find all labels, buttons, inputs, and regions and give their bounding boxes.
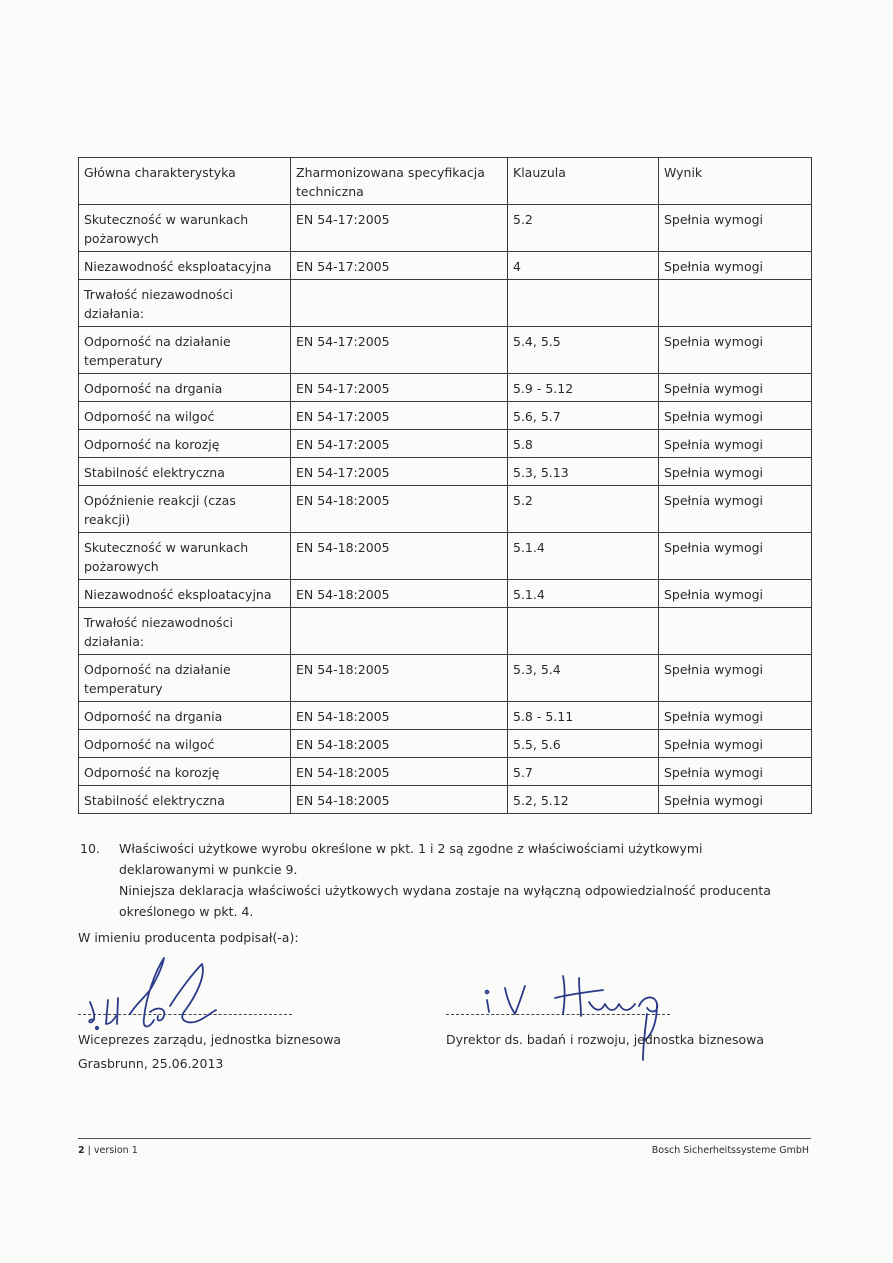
table-row	[79, 280, 812, 327]
cell-result: Spełnia wymogi	[659, 252, 812, 280]
cell-characteristic: Niezawodność eksploatacyjna	[79, 252, 291, 280]
table-row	[79, 608, 812, 655]
cell-result: Spełnia wymogi	[659, 533, 812, 580]
table-row	[79, 533, 812, 580]
table-row	[79, 580, 812, 608]
table-row	[79, 327, 812, 374]
cell-result: Spełnia wymogi	[659, 205, 812, 252]
cell-result: Spełnia wymogi	[659, 758, 812, 786]
table-row	[79, 374, 812, 402]
cell-clause: 5.2	[508, 486, 659, 533]
cell-result	[659, 280, 812, 327]
table-row	[79, 702, 812, 730]
cell-clause: 5.1.4	[508, 533, 659, 580]
cell-specification: EN 54-18:2005	[291, 533, 508, 580]
cell-result: Spełnia wymogi	[659, 655, 812, 702]
declaration-note	[78, 838, 798, 922]
cell-result: Spełnia wymogi	[659, 374, 812, 402]
footer-divider	[78, 1138, 811, 1139]
table-row	[79, 730, 812, 758]
cell-specification: EN 54-18:2005	[291, 486, 508, 533]
header-result: Wynik	[659, 158, 812, 205]
cell-characteristic: Niezawodność eksploatacyjna	[79, 580, 291, 608]
signature-left	[84, 950, 224, 1035]
footer-separator: |	[84, 1145, 94, 1156]
cell-clause: 5.3, 5.13	[508, 458, 659, 486]
cell-characteristic: Odporność na korozję	[79, 758, 291, 786]
table-row	[79, 655, 812, 702]
cell-specification: EN 54-17:2005	[291, 458, 508, 486]
cell-characteristic: Opóźnienie reakcji (czas reakcji)	[79, 486, 291, 533]
signature-right	[475, 970, 680, 1062]
cell-specification	[291, 608, 508, 655]
table-row	[79, 402, 812, 430]
cell-result: Spełnia wymogi	[659, 402, 812, 430]
table-row	[79, 205, 812, 252]
table-row	[79, 758, 812, 786]
cell-clause: 5.2	[508, 205, 659, 252]
cell-clause: 5.2, 5.12	[508, 786, 659, 814]
cell-clause: 5.4, 5.5	[508, 327, 659, 374]
cell-specification: EN 54-18:2005	[291, 758, 508, 786]
cell-result: Spełnia wymogi	[659, 458, 812, 486]
cell-characteristic: Stabilność elektryczna	[79, 786, 291, 814]
cell-result: Spełnia wymogi	[659, 580, 812, 608]
cell-specification: EN 54-17:2005	[291, 402, 508, 430]
cell-specification: EN 54-17:2005	[291, 374, 508, 402]
cell-clause: 4	[508, 252, 659, 280]
cell-specification: EN 54-18:2005	[291, 655, 508, 702]
cell-specification: EN 54-17:2005	[291, 430, 508, 458]
cell-specification: EN 54-18:2005	[291, 730, 508, 758]
cell-characteristic: Odporność na wilgoć	[79, 730, 291, 758]
cell-specification: EN 54-17:2005	[291, 252, 508, 280]
header-clause: Klauzula	[508, 158, 659, 205]
note-line-1: Właściwości użytkowe wyrobu określone w pkt. 1 i 2 są zgodne z właściwościami użytkowymi deklarowanymi w punkcie 9.	[119, 841, 703, 877]
cell-characteristic: Skuteczność w warunkach pożarowych	[79, 205, 291, 252]
cell-clause: 5.3, 5.4	[508, 655, 659, 702]
signed-by-label: W imieniu producenta podpisał(-a):	[78, 930, 299, 945]
place-and-date: Grasbrunn, 25.06.2013	[78, 1056, 224, 1071]
table-body	[79, 205, 812, 814]
cell-clause	[508, 280, 659, 327]
cell-characteristic: Odporność na korozję	[79, 430, 291, 458]
cell-result: Spełnia wymogi	[659, 430, 812, 458]
signatory-left-title: Wiceprezes zarządu, jednostka biznesowa	[78, 1032, 342, 1047]
version-label: version 1	[93, 1145, 138, 1156]
cell-characteristic: Odporność na działanie temperatury	[79, 655, 291, 702]
cell-clause: 5.7	[508, 758, 659, 786]
footer-page-info	[78, 1145, 138, 1156]
note-number: 10.	[80, 841, 100, 856]
cell-characteristic: Trwałość niezawodności działania:	[79, 280, 291, 327]
cell-specification: EN 54-17:2005	[291, 205, 508, 252]
characteristics-table	[78, 157, 812, 814]
cell-specification	[291, 280, 508, 327]
table-row	[79, 486, 812, 533]
cell-result: Spełnia wymogi	[659, 486, 812, 533]
cell-characteristic: Odporność na działanie temperatury	[79, 327, 291, 374]
cell-clause: 5.9 - 5.12	[508, 374, 659, 402]
cell-result: Spełnia wymogi	[659, 730, 812, 758]
note-line-2: Niniejsza deklaracja właściwości użytkowych wydana zostaje na wyłączną odpowiedzialność producenta określonego w pkt. 4.	[119, 883, 771, 919]
cell-clause: 5.5, 5.6	[508, 730, 659, 758]
page-number: 2	[78, 1145, 85, 1156]
cell-characteristic: Odporność na drgania	[79, 374, 291, 402]
cell-result: Spełnia wymogi	[659, 702, 812, 730]
cell-specification: EN 54-18:2005	[291, 702, 508, 730]
header-characteristic: Główna charakterystyka	[79, 158, 291, 205]
table-row	[79, 458, 812, 486]
signatory-right-title: Dyrektor ds. badań i rozwoju, jednostka biznesowa	[446, 1032, 765, 1047]
cell-specification: EN 54-18:2005	[291, 580, 508, 608]
cell-clause	[508, 608, 659, 655]
cell-result: Spełnia wymogi	[659, 327, 812, 374]
cell-clause: 5.1.4	[508, 580, 659, 608]
table-row	[79, 252, 812, 280]
cell-specification: EN 54-17:2005	[291, 327, 508, 374]
cell-clause: 5.8 - 5.11	[508, 702, 659, 730]
cell-characteristic: Odporność na wilgoć	[79, 402, 291, 430]
cell-result	[659, 608, 812, 655]
cell-specification: EN 54-18:2005	[291, 786, 508, 814]
cell-result: Spełnia wymogi	[659, 786, 812, 814]
table-header-row	[79, 158, 812, 205]
cell-clause: 5.8	[508, 430, 659, 458]
cell-clause: 5.6, 5.7	[508, 402, 659, 430]
header-specification: Zharmonizowana specyfikacja techniczna	[291, 158, 508, 205]
cell-characteristic: Trwałość niezawodności działania:	[79, 608, 291, 655]
cell-characteristic: Stabilność elektryczna	[79, 458, 291, 486]
cell-characteristic: Skuteczność w warunkach pożarowych	[79, 533, 291, 580]
cell-characteristic: Odporność na drgania	[79, 702, 291, 730]
table-row	[79, 786, 812, 814]
footer-company: Bosch Sicherheitssysteme GmbH	[651, 1145, 809, 1156]
table-row	[79, 430, 812, 458]
